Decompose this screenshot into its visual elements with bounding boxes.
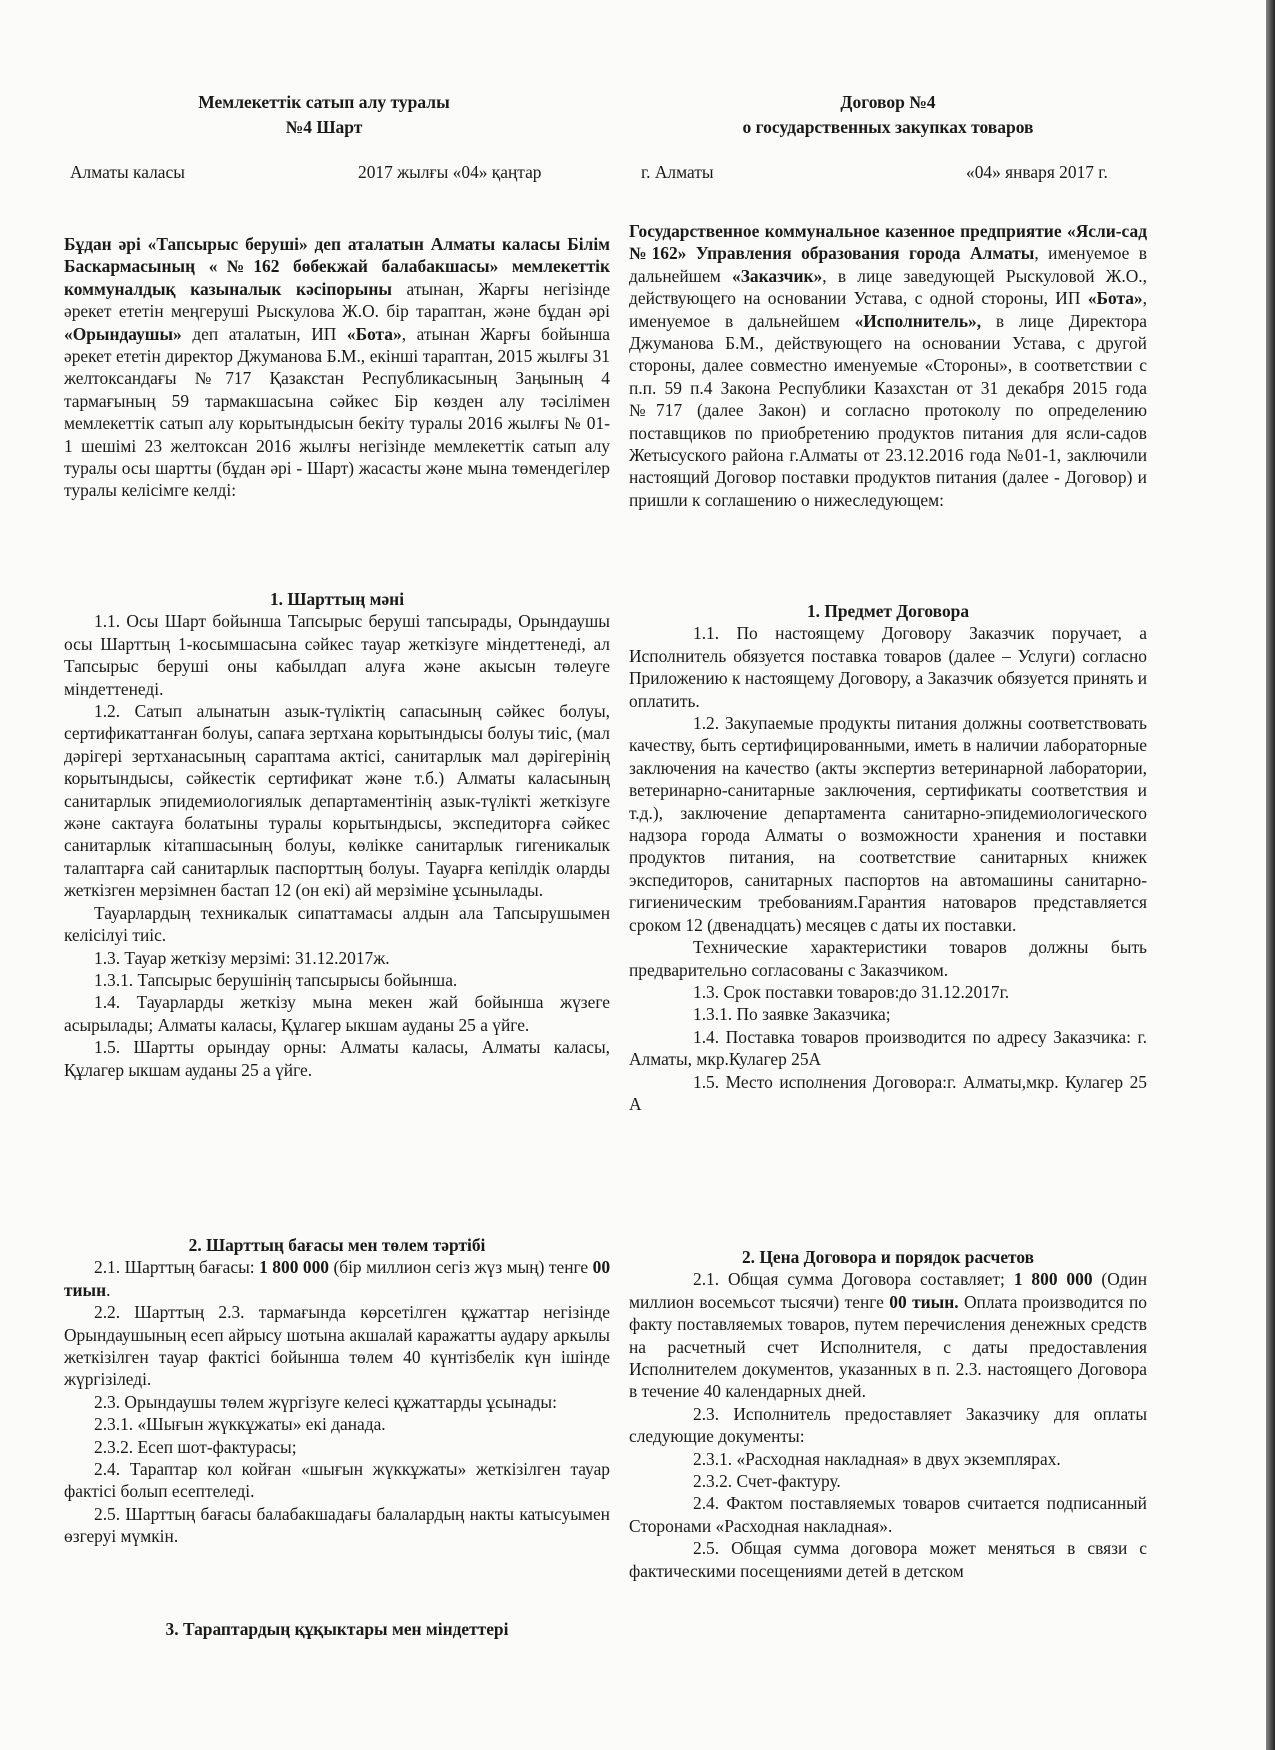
kz-intro-company: «Бота» <box>346 323 402 344</box>
kz-s2-p1: 2.1. Шарттың бағасы: 1 800 000 (бір миллион сегіз жүз мың) тенге 00 тиын. <box>64 1257 611 1300</box>
kz-s2-p7: 2.5. Шарттың бағасы балабакшадағы балалардың накты катысуымен өзгеруі мүмкін. <box>64 1503 610 1547</box>
kz-intro <box>64 233 610 502</box>
ru-s1-p7: 1.5. Место исполнения Договора:г. Алматы,мкр. Кулагер 25 А <box>629 1071 1147 1114</box>
ru-section-1 <box>629 600 1147 1115</box>
kz-intro-text1: атынан, Жарғы негізінде әрекет ететін меңгеруші Рыскулова Ж.О. бір тараптан, және бұдан әрі <box>64 278 610 322</box>
ru-s1-p4: 1.3. Срок поставки товаров:до 31.12.2017г. <box>693 981 1010 1002</box>
ru-title-line2: о государственных закупках товаров <box>742 117 1034 137</box>
ru-s2-p4: 2.3.1. «Расходная накладная» в двух экземплярах. <box>693 1448 1061 1469</box>
kz-city: Алматы каласы <box>70 162 185 182</box>
kz-s1-p3: Тауарлардың техникалык сипаттамасы алдын ала Тапсырушымен келісілуі тиіс. <box>64 902 610 946</box>
kz-intro-text3: , атынан Жарғы бойынша әрекет ететін директор Джуманова Б.М., екінші тараптан, 2015 жылғы 31 желтоксандағы №717 Қазакстан Республикасының Заңының 4 тармағының 59 тармакшасына сәйкес Бір көзден алу тәсілімен мемлекеттік сатып алу корытындысын бекіту туралы 2016 жылғы № 01-1 шешімі 23 желтоксан 2016 жылғы негізінде мемлекеттік сатып алу туралы осы шартты (бұдан әрі - Шарт) жасасты және мына төмендегілер туралы келісімге келді: <box>64 323 610 501</box>
kz-s1-p1: 1.1. Осы Шарт бойынша Тапсырыс беруші тапсырады, Орындаушы осы Шарттың 1-косымшасына сәйкес тауар жеткізуге міндеттенеді, ал Тапсырыс беруші оны кабылдап алуға және акысын төлеуге міндеттенеді. <box>64 611 610 699</box>
kz-s1-p5: 1.3.1. Тапсырыс берушінің тапсырысы бойынша. <box>94 969 458 990</box>
kz-s1-title: 1. Шарттың мәні <box>269 589 405 609</box>
ru-date: «04» января 2017 г. <box>966 162 1108 182</box>
kz-intro-text2: деп аталатын, ИП <box>181 323 347 344</box>
ru-tiyn: 00 тиын. <box>889 1291 959 1312</box>
kz-tiyn: 00 тиын <box>64 1257 611 1300</box>
kz-section-1 <box>64 588 610 1081</box>
ru-title-line1: Договор №4 <box>840 92 936 112</box>
kz-s1-p6: 1.4. Тауарларды жеткізу мына мекен жай бойынша жүзеге асырылады; Алматы каласы, Құлагер ыкшам ауданы 25 а үйге. <box>64 992 610 1035</box>
ru-s1-p1: 1.1. По настоящему Договору Заказчик поручает, а Исполнитель обязуется поставка товаров (далее – Услуги) согласно Приложению к настоящему Договору, а Заказчик обязуется принять и оплатить. <box>629 623 1147 711</box>
kz-s2-p5: 2.3.2. Есеп шот-фактурасы; <box>94 1436 297 1457</box>
kz-price: 1 800 000 <box>259 1257 329 1278</box>
kz-title-line1: Мемлекеттік сатып алу туралы <box>198 92 450 112</box>
ru-city: г. Алматы <box>641 162 714 182</box>
ru-price: 1 800 000 <box>1013 1269 1093 1290</box>
kz-section-2 <box>64 1234 610 1548</box>
kz-s3-title: 3. Тараптардың құқыктары мен міндеттері <box>165 1619 509 1639</box>
ru-s2-p6: 2.4. Фактом поставляемых товаров считается подписанный Сторонами «Расходная накладная». <box>629 1493 1147 1536</box>
ru-title <box>629 90 1147 140</box>
ru-intro-company: «Бота» <box>1087 288 1143 309</box>
kz-title-line2: №4 Шарт <box>285 117 363 137</box>
ru-s2-p7: 2.5. Общая сумма договора может меняться в связи с фактическими посещениями детей в детском <box>629 1538 1147 1581</box>
scan-edge <box>1266 0 1275 1750</box>
kz-s2-p4: 2.3.1. «Шығын жүккұжаты» екі данада. <box>94 1414 386 1435</box>
kz-s2-p3: 2.3. Орындаушы төлем жүргізуге келесі құжаттарды ұсынады: <box>94 1391 557 1412</box>
ru-s2-title: 2. Цена Договора и порядок расчетов <box>741 1247 1035 1267</box>
ru-s2-p3: 2.3. Исполнитель предоставляет Заказчику для оплаты следующие документы: <box>629 1403 1147 1447</box>
ru-s1-p5: 1.3.1. По заявке Заказчика; <box>693 1004 891 1025</box>
ru-s1-title: 1. Предмет Договора <box>806 601 970 621</box>
kz-s1-p2: 1.2. Сатып алынатын азык-түліктің сапасының сәйкес болуы, сертификаттанған болуы, сапаға зертхана корытындысы болуы тиіс, (мал дәрігері зертханасының сараптама актісі, санитарлык мал дәрігерінің корытындысы, сәйкестік сертификат және т.б.) Алматы каласының санитарлык эпидемиологиялык департаментінің азык-түлікті жеткізуге және сактауға болатыны туралы корытындысы, экспедиторға сәйкес санитарлык кітапшасының болуы, көлікке санитарлык гигеникалык талаптарға сай санитарлык паспорттың болуы. Тауарға кепілдік оларды жеткізген мерзімнен бастап 12 (он екі) ай мерзіміне ұсынылады. <box>64 701 610 901</box>
kz-title <box>64 90 584 140</box>
kz-s1-p7: 1.5. Шартты орындау орны: Алматы каласы, Алматы каласы, Құлагер ыкшам ауданы 25 а үйге. <box>64 1037 610 1080</box>
kz-s2-p2: 2.2. Шарттың 2.3. тармағында көрсетілген құжаттар негізінде Орындаушының есеп айрысу шотына акшалай каражатты аудару аркылы жеткізілген тауар фактісі бойынша төлем 40 күнтізбелік күн ішінде жүргізіледі. <box>64 1302 610 1390</box>
ru-intro-executor: «Исполнитель», <box>854 310 982 331</box>
ru-s2-p5: 2.3.2. Счет-фактуру. <box>693 1471 841 1492</box>
kz-date: 2017 жылғы «04» қаңтар <box>358 162 542 182</box>
ru-s1-p6: 1.4. Поставка товаров производится по адресу Заказчика: г. Алматы, мкр.Кулагер 25А <box>629 1026 1147 1070</box>
ru-s1-p2: 1.2. Закупаемые продукты питания должны соответствовать качеству, быть сертифицированными, иметь в наличии лабораторные заключения на качество (акты экспертиз ветеринарной лаборатории, ветеринарно-санитарные заключения, сертификаты соответствия и т.д.), заключение департамента санитарно-эпидемиологического надзора города Алматы о возможности хранения и поставки продуктов питания, на соответствие санитарных книжек экспедиторов, санитарных паспортов на автомашины санитарно-гигиеническим требованиям.Гарантия натоваров представляется сроком 12 (двенадцать) месяцев с даты их поставки. <box>629 713 1147 935</box>
kz-section-3 <box>64 1618 610 1640</box>
kz-intro-executor: «Орындаушы» <box>64 323 182 344</box>
ru-intro: Государственное коммунальное казенное предприятие «Ясли-сад №162» Управления образования города Алматы, именуемое в дальнейшем «Заказчик», в лице заведующей Рыскуловой Ж.О., действующего на основании Устава, с одной стороны, ИП «Бота», именуемое в дальнейшем «Исполнитель», в лице Директора Джуманова Б.М., действующего на основании Устава, с другой стороны, далее совместно именуемые «Стороны», в соответствии с п.п. 59 п.4 Закона Республики Казахстан от 31 декабря 2015 года №717 (далее Закон) и согласно протоколу по определению поставщиков по приобретению продуктов питания для ясли-садов Жетысуского района г.Алматы от 23.12.2016 года №01-1, заключили настоящий Договор поставки продуктов питания (далее - Договор) и пришли к соглашению о нижеследующем: <box>629 221 1147 510</box>
ru-s1-p3: Технические характеристики товаров должны быть предварительно согласованы с Заказчиком. <box>629 937 1147 980</box>
kz-s2-p6: 2.4. Тараптар кол койған «шығын жүккұжаты» жеткізілген тауар фактісі болып есептеледі. <box>64 1459 610 1502</box>
ru-intro-party: Государственное коммунальное казенное предприятие «Ясли-сад №162» Управления образования города Алматы <box>629 221 1147 264</box>
kz-intro-party: Бұдан әрі «Тапсырыс беруші» деп аталатын Алматы каласы Білім Баскармасының «№162 бөбекжай балабакшасы» мемлекеттік коммуналдық казыналык кәсіпорыны <box>64 234 610 299</box>
kz-s2-title: 2. Шарттың бағасы мен төлем тәртібі <box>188 1235 486 1255</box>
kz-s1-p4: 1.3. Тауар жеткізу мерзімі: 31.12.2017ж. <box>94 947 390 968</box>
ru-intro-customer: «Заказчик» <box>732 265 823 286</box>
ru-section-2 <box>629 1246 1147 1582</box>
ru-s2-p1: 2.1. Общая сумма Договора составляет; 1 800 000 (Один миллион восемьсот тысячи) тенге 00 тиын. Оплата производится по факту поставляемых товаров, путем перечисления денежных средств на расчетный счет Исполнителя, с даты предоставления Исполнителем документов, указанных в п. 2.3. настоящего Договора в течение 40 календарных дней. <box>629 1269 1148 1402</box>
